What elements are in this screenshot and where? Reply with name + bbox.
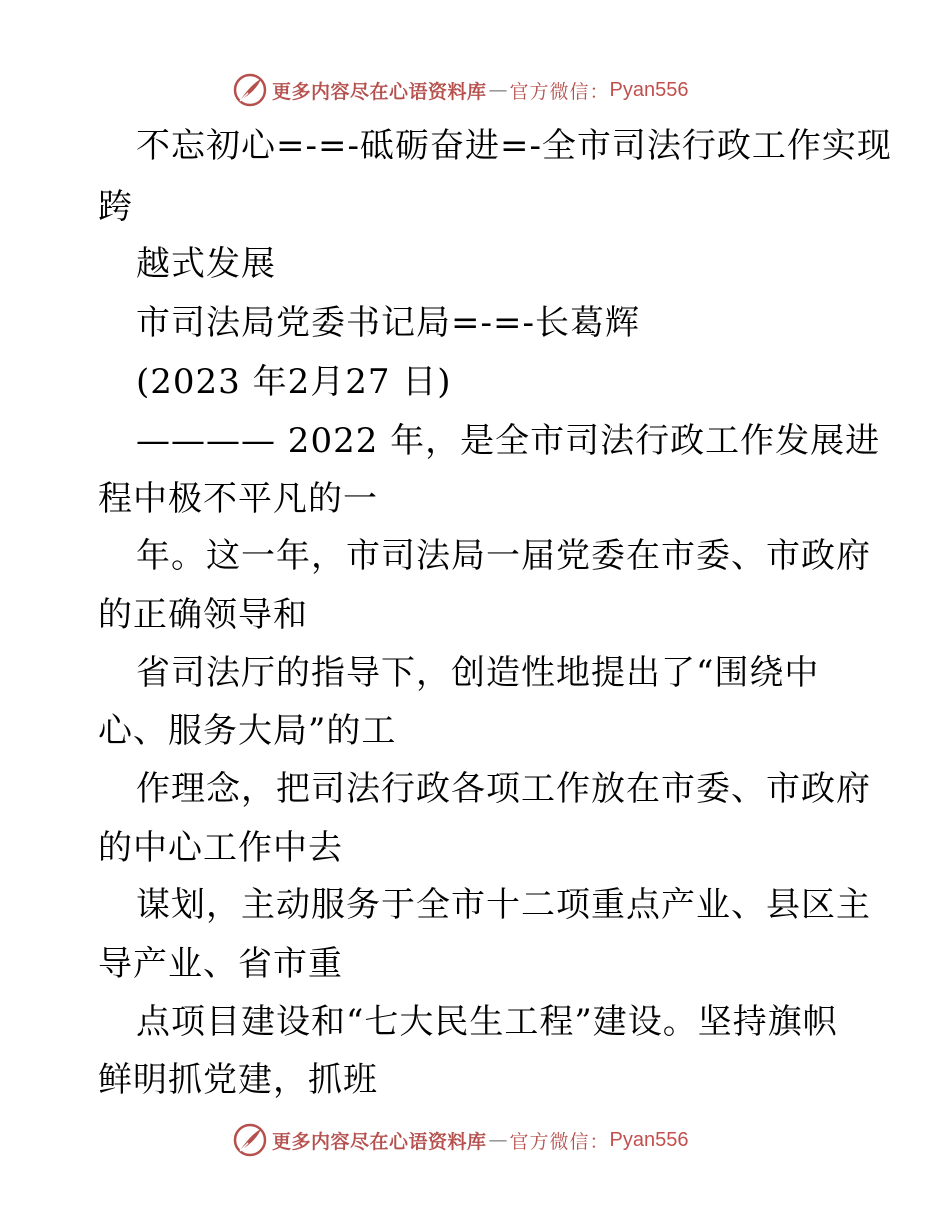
footer-dash: — [488,1129,508,1151]
doc-line: 导产业、省市重 [98,944,343,984]
doc-line: 跨 [98,187,133,227]
header-site-text: 更多内容尽在心语资料库 [272,80,487,103]
doc-line: 作理念，把司法行政各项工作放在市委、市政府 [136,769,871,809]
doc-line: 省司法厅的指导下，创造性地提出了“围绕中 [136,653,820,693]
doc-line: 心、服务大局”的工 [98,711,397,751]
footer-wechat-id: Pyan556 [609,1128,689,1151]
header-banner [232,70,712,110]
doc-line: ———— 2022 年，是全市司法行政工作发展进 [136,421,881,461]
doc-line: 市司法局党委书记局=-=-长葛辉 [136,303,640,343]
footer-banner [232,1120,712,1160]
doc-line: 谋划，主动服务于全市十二项重点产业、县区主 [136,885,871,925]
header-wechat-id: Pyan556 [609,78,689,101]
doc-line: 年。这一年，市司法局一届党委在市委、市政府 [136,536,871,576]
doc-line: 程中极不平凡的一 [98,479,378,519]
footer-site-text: 更多内容尽在心语资料库 [272,1130,487,1153]
feather-logo-icon [232,1122,268,1158]
doc-line: 的中心工作中去 [98,828,343,868]
doc-line: 点项目建设和“七大民生工程”建设。坚持旗帜 [136,1002,838,1042]
header-wechat-label: 官方微信： [509,80,610,103]
doc-line: 不忘初心=-=-砥砺奋进=-全市司法行政工作实现 [136,126,892,166]
feather-logo-icon [232,72,268,108]
doc-line: 的正确领导和 [98,595,308,635]
doc-line: 越式发展 [136,244,276,284]
doc-line: 鲜明抓党建，抓班 [98,1060,378,1100]
doc-line: (2023 年2月27 日) [136,362,452,402]
footer-wechat-label: 官方微信： [509,1130,610,1153]
header-dash: — [488,79,508,101]
